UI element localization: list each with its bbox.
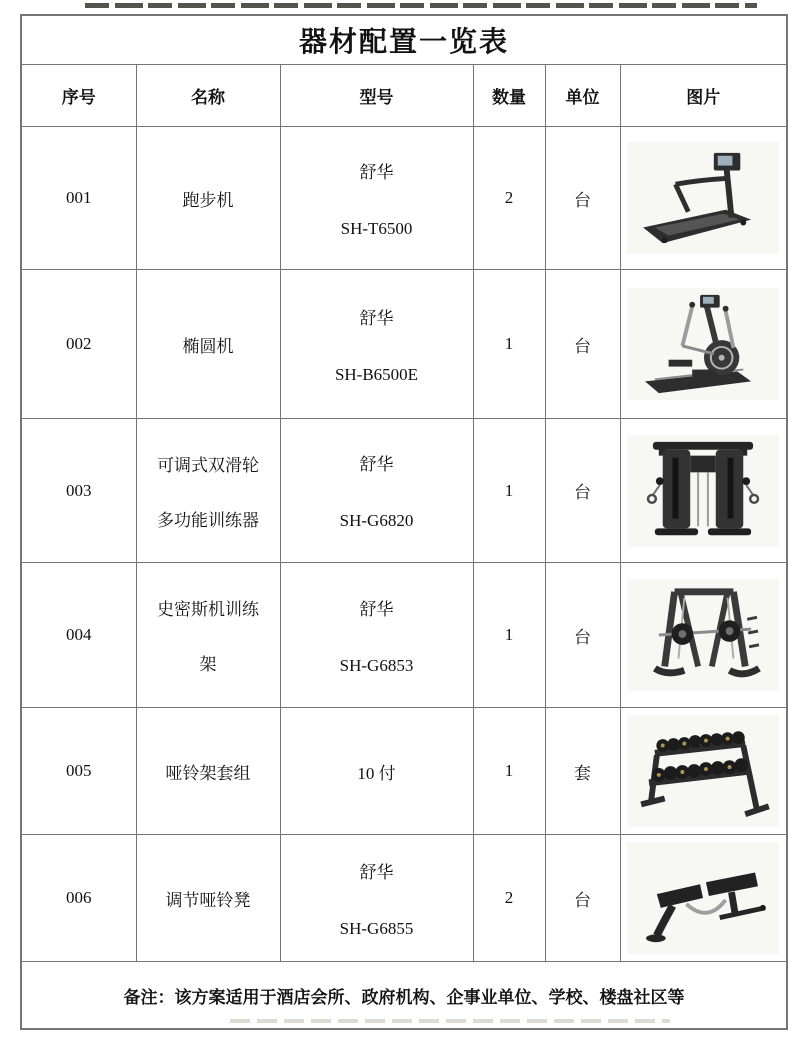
- cell-unit: 台: [545, 270, 620, 419]
- cell-serial: 002: [21, 270, 136, 419]
- cell-model: [280, 270, 473, 419]
- table-row: [21, 835, 787, 962]
- title-row: [21, 15, 787, 65]
- equipment-name: 哑铃架套组: [165, 763, 251, 783]
- equipment-name: 可调式双滑轮 多功能训练器: [157, 455, 259, 530]
- cell-serial: 003: [21, 419, 136, 563]
- equipment-name: 椭圆机: [182, 336, 234, 356]
- cell-model: [280, 835, 473, 962]
- cell-name: [136, 835, 280, 962]
- cell-serial: 001: [21, 127, 136, 270]
- equipment-model: 舒华 SH-G6855: [339, 862, 414, 938]
- table-row: [21, 563, 787, 708]
- col-header-serial: 序号: [21, 65, 136, 127]
- cell-name: [136, 270, 280, 419]
- cell-serial: 006: [21, 835, 136, 962]
- cell-name: [136, 563, 280, 708]
- cell-name: [136, 419, 280, 563]
- table-row: [21, 270, 787, 419]
- cell-unit: 台: [545, 419, 620, 563]
- cell-unit: 套: [545, 708, 620, 835]
- equipment-name: 史密斯机训练 架: [157, 600, 259, 674]
- cell-name: [136, 127, 280, 270]
- functional-trainer-image: [627, 435, 779, 547]
- table-row: [21, 127, 787, 270]
- cell-picture: [620, 127, 787, 270]
- col-header-name: 名称: [136, 65, 280, 127]
- note-row: [21, 962, 787, 1030]
- cell-unit: 台: [545, 127, 620, 270]
- col-header-picture: 图片: [620, 65, 787, 127]
- cell-quantity: 2: [473, 835, 545, 962]
- cell-picture: [620, 708, 787, 835]
- cell-quantity: 2: [473, 127, 545, 270]
- dumbbell-rack-image: [627, 715, 779, 827]
- col-header-unit: 单位: [545, 65, 620, 127]
- cell-quantity: 1: [473, 419, 545, 563]
- smith-machine-image: [627, 579, 779, 691]
- cell-model: [280, 419, 473, 563]
- equipment-table: [20, 14, 788, 1030]
- equipment-model: 舒华 SH-T6500: [340, 162, 413, 238]
- cell-serial: 004: [21, 563, 136, 708]
- top-crop-artifact: [85, 3, 757, 8]
- elliptical-image: [627, 288, 779, 400]
- col-header-quantity: 数量: [473, 65, 545, 127]
- header-row: [21, 65, 787, 127]
- equipment-rows: [21, 127, 787, 962]
- cell-model: [280, 127, 473, 270]
- adjustable-bench-image: [627, 842, 779, 954]
- cell-model: [280, 563, 473, 708]
- remark-note: 备注：该方案适用于酒店会所、政府机构、企事业单位、学校、楼盘社区等: [21, 962, 787, 1030]
- cell-unit: 台: [545, 563, 620, 708]
- cell-serial: 005: [21, 708, 136, 835]
- cell-model: [280, 708, 473, 835]
- cell-picture: [620, 835, 787, 962]
- cell-quantity: 1: [473, 563, 545, 708]
- equipment-name: 跑步机: [182, 190, 234, 210]
- cell-quantity: 1: [473, 708, 545, 835]
- cell-unit: 台: [545, 835, 620, 962]
- table-row: [21, 708, 787, 835]
- table-row: [21, 419, 787, 563]
- cell-quantity: 1: [473, 270, 545, 419]
- equipment-name: 调节哑铃凳: [165, 890, 251, 910]
- cell-picture: [620, 419, 787, 563]
- cell-picture: [620, 270, 787, 419]
- treadmill-image: [627, 142, 779, 254]
- equipment-model: 舒华 SH-B6500E: [334, 308, 419, 384]
- equipment-model: 舒华 SH-G6853: [339, 599, 414, 675]
- cell-picture: [620, 563, 787, 708]
- cell-name: [136, 708, 280, 835]
- equipment-model: 10 付: [357, 763, 396, 783]
- col-header-model: 型号: [280, 65, 473, 127]
- page-title: 器材配置一览表: [21, 15, 787, 65]
- equipment-model: 舒华 SH-G6820: [339, 455, 414, 530]
